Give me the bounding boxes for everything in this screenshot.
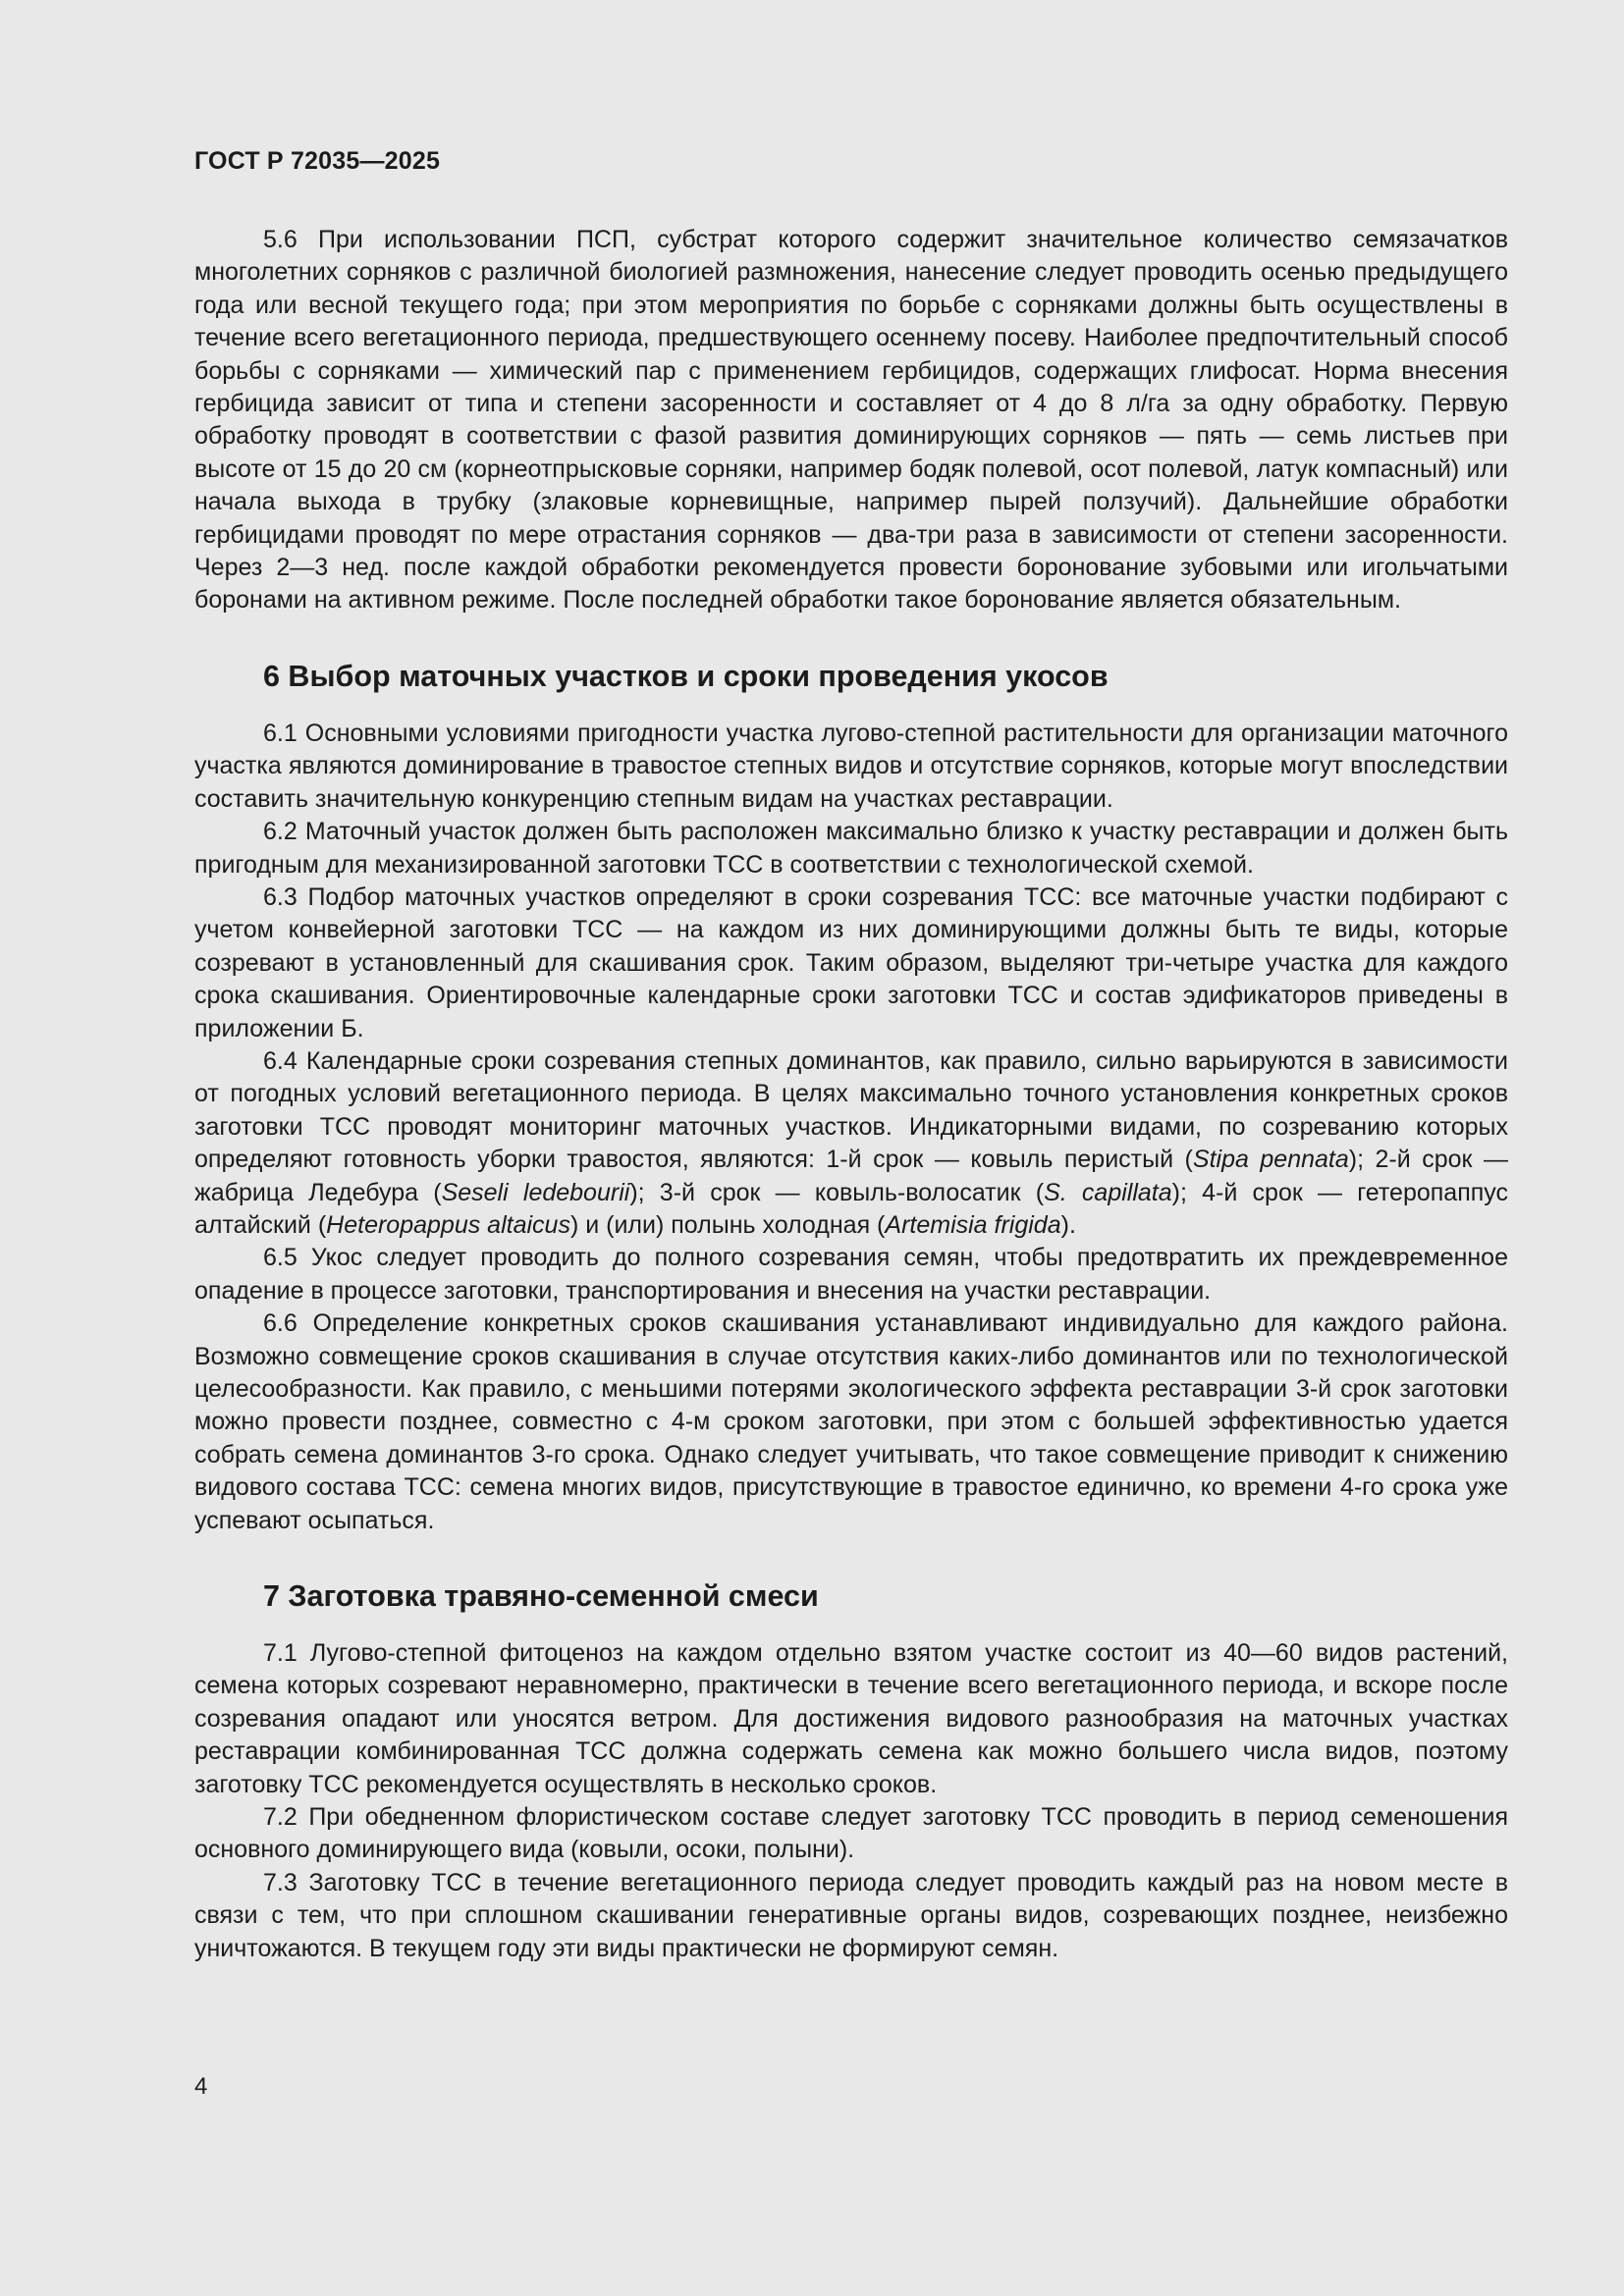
paragraph-6-3: 6.3 Подбор маточных участков определяют в сроки созревания ТСС: все маточные участки подбирают с учетом конвейерной заготовки ТСС — на каждом из них доминирующими должны быть те виды, которые созревают в установленный для скашивания срок. Таким образом, выделяют три-четыре участка для каждого срока скашивания. Ориентировочные календарные сроки заготовки ТСС и состав эдификаторов приведены в приложении Б.: [194, 882, 1508, 1042]
paragraph-6-2: 6.2 Маточный участок должен быть расположен максимально близко к участку реставрации и должен быть пригодным для механизированной заготовки ТСС в соответствии с технологической схемой.: [194, 818, 1508, 879]
paragraph-6-4-text: ).: [1060, 1210, 1076, 1239]
document-header: ГОСТ Р 72035—2025: [194, 147, 441, 175]
paragraph-6-4: [194, 1045, 1508, 1242]
species-name: Seseli ledebourii: [441, 1178, 630, 1206]
paragraph-6-5: 6.5 Укос следует проводить до полного созревания семян, чтобы предотвратить их преждевременное опадение в процессе заготовки, транспортирования и внесения на участки реставрации.: [194, 1244, 1508, 1305]
page-body: [194, 224, 1508, 1965]
section-heading-6: 6 Выбор маточных участков и сроки проведения укосов: [263, 659, 1109, 693]
paragraph-6-1: 6.1 Основными условиями пригодности участка лугово-степной растительности для организации маточного участка являются доминирование в травостое степных видов и отсутствие сорняков, которые могут впоследствии составить значительную конкуренцию степным видам на участках реставрации.: [194, 719, 1508, 813]
species-name: Stipa pennata: [1192, 1146, 1349, 1174]
paragraph-7-3: 7.3 Заготовку ТСС в течение вегетационного периода следует проводить каждый раз на новом месте в связи с тем, что при сплошном скашивании генеративные органы видов, созревающих позднее, неизбежно уничтожаются. В текущем году эти виды практически не формируют семян.: [194, 1868, 1508, 1962]
page-number: 4: [194, 2073, 208, 2100]
paragraph-7-2: 7.2 При обедненном флористическом составе следует заготовку ТСС проводить в период семеношения основного доминирующего вида (ковыли, осоки, полыни).: [194, 1803, 1508, 1864]
paragraph-6-4-text: 6.4 Календарные сроки созревания степных доминантов, как правило, сильно варьируются в зависимости от погодных условий вегетационного периода. В целях максимально точного установления конкретных сроков заготовки ТСС проводят мониторинг маточных участков. Индикаторными видами, по созреванию которых определяют готовность уборки травостоя, являются: 1-й срок — ковыль перистый (: [194, 1046, 1508, 1174]
section-heading-7: 7 Заготовка травяно-семенной смеси: [263, 1579, 819, 1614]
species-name: Artemisia frigida: [885, 1210, 1061, 1239]
paragraph-6-4-text: ); 3-й срок — ковыль-волосатик (: [629, 1178, 1045, 1206]
paragraph-6-6: 6.6 Определение конкретных сроков скашивания устанавливают индивидуально для каждого района. Возможно совмещение сроков скашивания в случае отсутствия каких-либо доминантов или по технологической целесообразности. Как правило, с меньшими потерями экологического эффекта реставрации 3-й срок заготовки можно провести позднее, совместно с 4-м сроком заготовки, при этом с большей эффективностью удается собрать семена доминантов 3-го срока. Однако следует учитывать, что такое совмещение приводит к снижению видового состава ТСС: семена многих видов, присутствующие в травостое единично, ко времени 4-го срока уже успевают осыпаться.: [194, 1309, 1508, 1534]
paragraph-7-1: 7.1 Лугово-степной фитоценоз на каждом отдельно взятом участке состоит из 40—60 видов растений, семена которых созревают неравномерно, практически в течение всего вегетационного периода, и вскоре после созревания опадают или уносятся ветром. Для достижения видового разнообразия на маточных участках реставрации комбинированная ТСС должна содержать семена как можно большего числа видов, поэтому заготовку ТСС рекомендуется осуществлять в несколько сроков.: [194, 1639, 1508, 1798]
paragraph-5-6: 5.6 При использовании ПСП, субстрат которого содержит значительное количество семязачатков многолетних сорняков с различной биологией размножения, нанесение следует проводить осенью предыдущего года или весной текущего года; при этом мероприятия по борьбе с сорняками должны быть осуществлены в течение всего вегетационного периода, предшествующего осеннему посеву. Наиболее предпочтительный способ борьбы с сорняками — химический пар с применением гербицидов, содержащих глифосат. Норма внесения гербицида зависит от типа и степени засоренности и составляет от 4 до 8 л/га за одну обработку. Первую обработку проводят в соответствии с фазой развития доминирующих сорняков — пять — семь листьев при высоте от 15 до 20 см (корнеотпрысковые сорняки, например бодяк полевой, осот полевой, латук компасный) или начала выхода в трубку (злаковые корневищные, например пырей ползучий). Дальнейшие обработки гербицидами проводят по мере отрастания сорняков — два-три раза в зависимости от степени засоренности. Через 2—3 нед. после каждой обработки рекомендуется провести боронование зубовыми или игольчатыми боронами на активном режиме. После последней обработки такое боронование является обязательным.: [194, 226, 1508, 614]
paragraph-6-4-text: ) и (или) полынь холодная (: [569, 1210, 886, 1239]
paragraph-6-4-text: ); 4-й срок — гетеропаппус алтайский (: [194, 1178, 1508, 1239]
species-name: Heteropappus altaicus: [326, 1210, 570, 1239]
species-name: S. capillata: [1044, 1178, 1172, 1206]
paragraph-6-4-text: ); 2-й срок — жабрица Ледебура (: [194, 1146, 1508, 1206]
